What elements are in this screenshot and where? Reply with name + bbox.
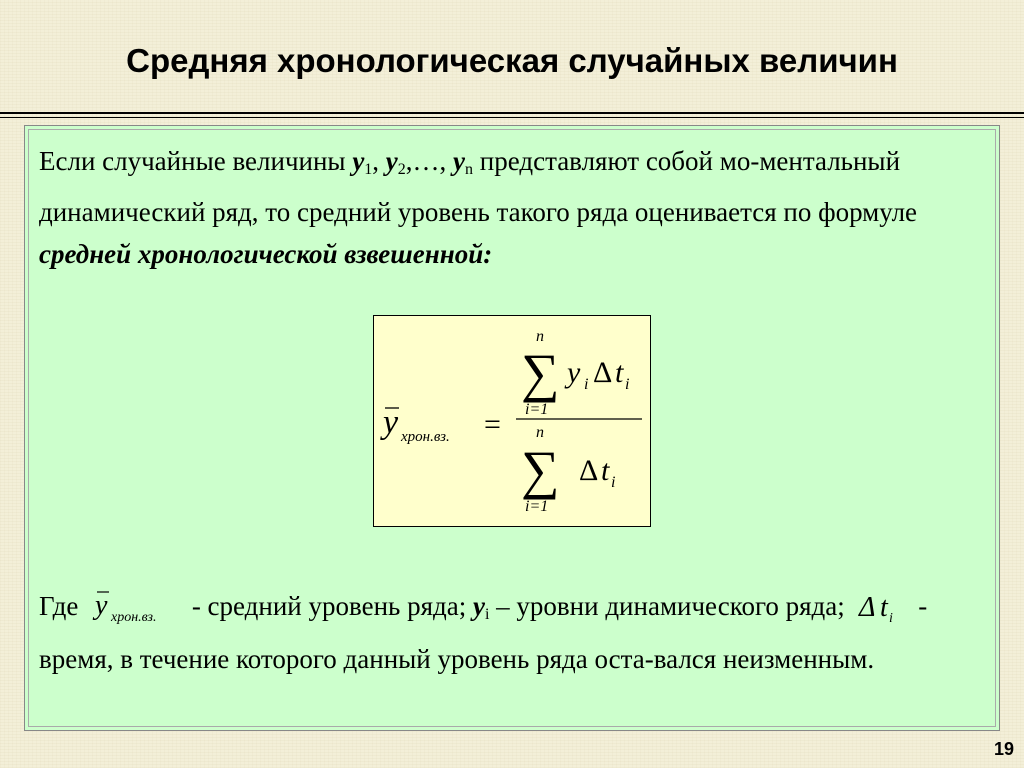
y-sub-2: 2 xyxy=(397,161,406,178)
page-number: 19 xyxy=(993,739,1014,759)
num-lower-limit: i=1 xyxy=(525,401,549,418)
den-upper-limit: n xyxy=(536,424,544,441)
title-divider-thick xyxy=(0,112,1024,114)
y-chron-var: y xyxy=(95,589,108,621)
den-sum-symbol: ∑ xyxy=(521,440,560,500)
y-letter: y xyxy=(352,146,365,176)
sep-1: , xyxy=(372,146,386,176)
dt-sub: i xyxy=(889,610,894,626)
delta-t-svg xyxy=(851,590,911,626)
desc-levels: – уровни динамического ряда; xyxy=(489,591,845,621)
den-t-sub: i xyxy=(611,474,616,491)
y-chron-symbol xyxy=(85,589,185,625)
ellipsis: ,…, xyxy=(405,146,454,176)
lhs-var: y xyxy=(383,404,399,441)
dt-t: t xyxy=(880,591,889,623)
y-chron-sub: хрон.вз. xyxy=(111,609,157,625)
y-sub-1: 1 xyxy=(364,161,373,178)
intro-text-before: Если случайные величины xyxy=(39,146,353,176)
num-t-sub: i xyxy=(625,376,630,393)
formula-svg xyxy=(374,316,650,526)
dt-delta: Δ xyxy=(859,591,876,623)
den-delta: Δ xyxy=(579,454,599,487)
formula-name: средней хронологической взвешенной: xyxy=(39,239,493,269)
num-upper-limit: n xyxy=(536,328,544,345)
intro-text-after: представляют собой мо-ментальный динамический ряд, то средний уровень такого ряда оценивается по формуле xyxy=(39,146,918,227)
num-sum-symbol: ∑ xyxy=(521,343,560,403)
explanation-paragraph xyxy=(39,584,979,681)
y-letter-2: y xyxy=(385,146,398,176)
desc-time: - время, в течение которого данный уровень ряда оста-вался неизменным. xyxy=(39,591,928,674)
intro-paragraph xyxy=(39,140,979,275)
den-t: t xyxy=(601,454,610,487)
den-lower-limit: i=1 xyxy=(525,498,549,515)
y-chron-svg xyxy=(85,588,185,625)
desc-mean-level: - средний уровень ряда; xyxy=(185,591,473,621)
y-letter-n: y xyxy=(453,146,466,176)
formula-box xyxy=(373,315,651,527)
num-y-sub: i xyxy=(584,376,589,393)
num-t: t xyxy=(615,356,624,389)
equals-sign: = xyxy=(484,408,501,441)
num-y: y xyxy=(567,356,581,389)
slide-title: Средняя хронологическая случайных величин xyxy=(126,42,898,79)
num-delta: Δ xyxy=(593,356,613,389)
content-box xyxy=(24,125,1000,731)
yi-letter: y xyxy=(472,591,485,621)
where-label: Где xyxy=(39,591,79,621)
title-divider-thin xyxy=(0,117,1024,118)
yi-sub: i xyxy=(484,606,490,623)
y-sub-n: n xyxy=(465,161,474,178)
delta-t-symbol xyxy=(851,591,911,626)
lhs-sub: хрон.вз. xyxy=(401,429,450,445)
